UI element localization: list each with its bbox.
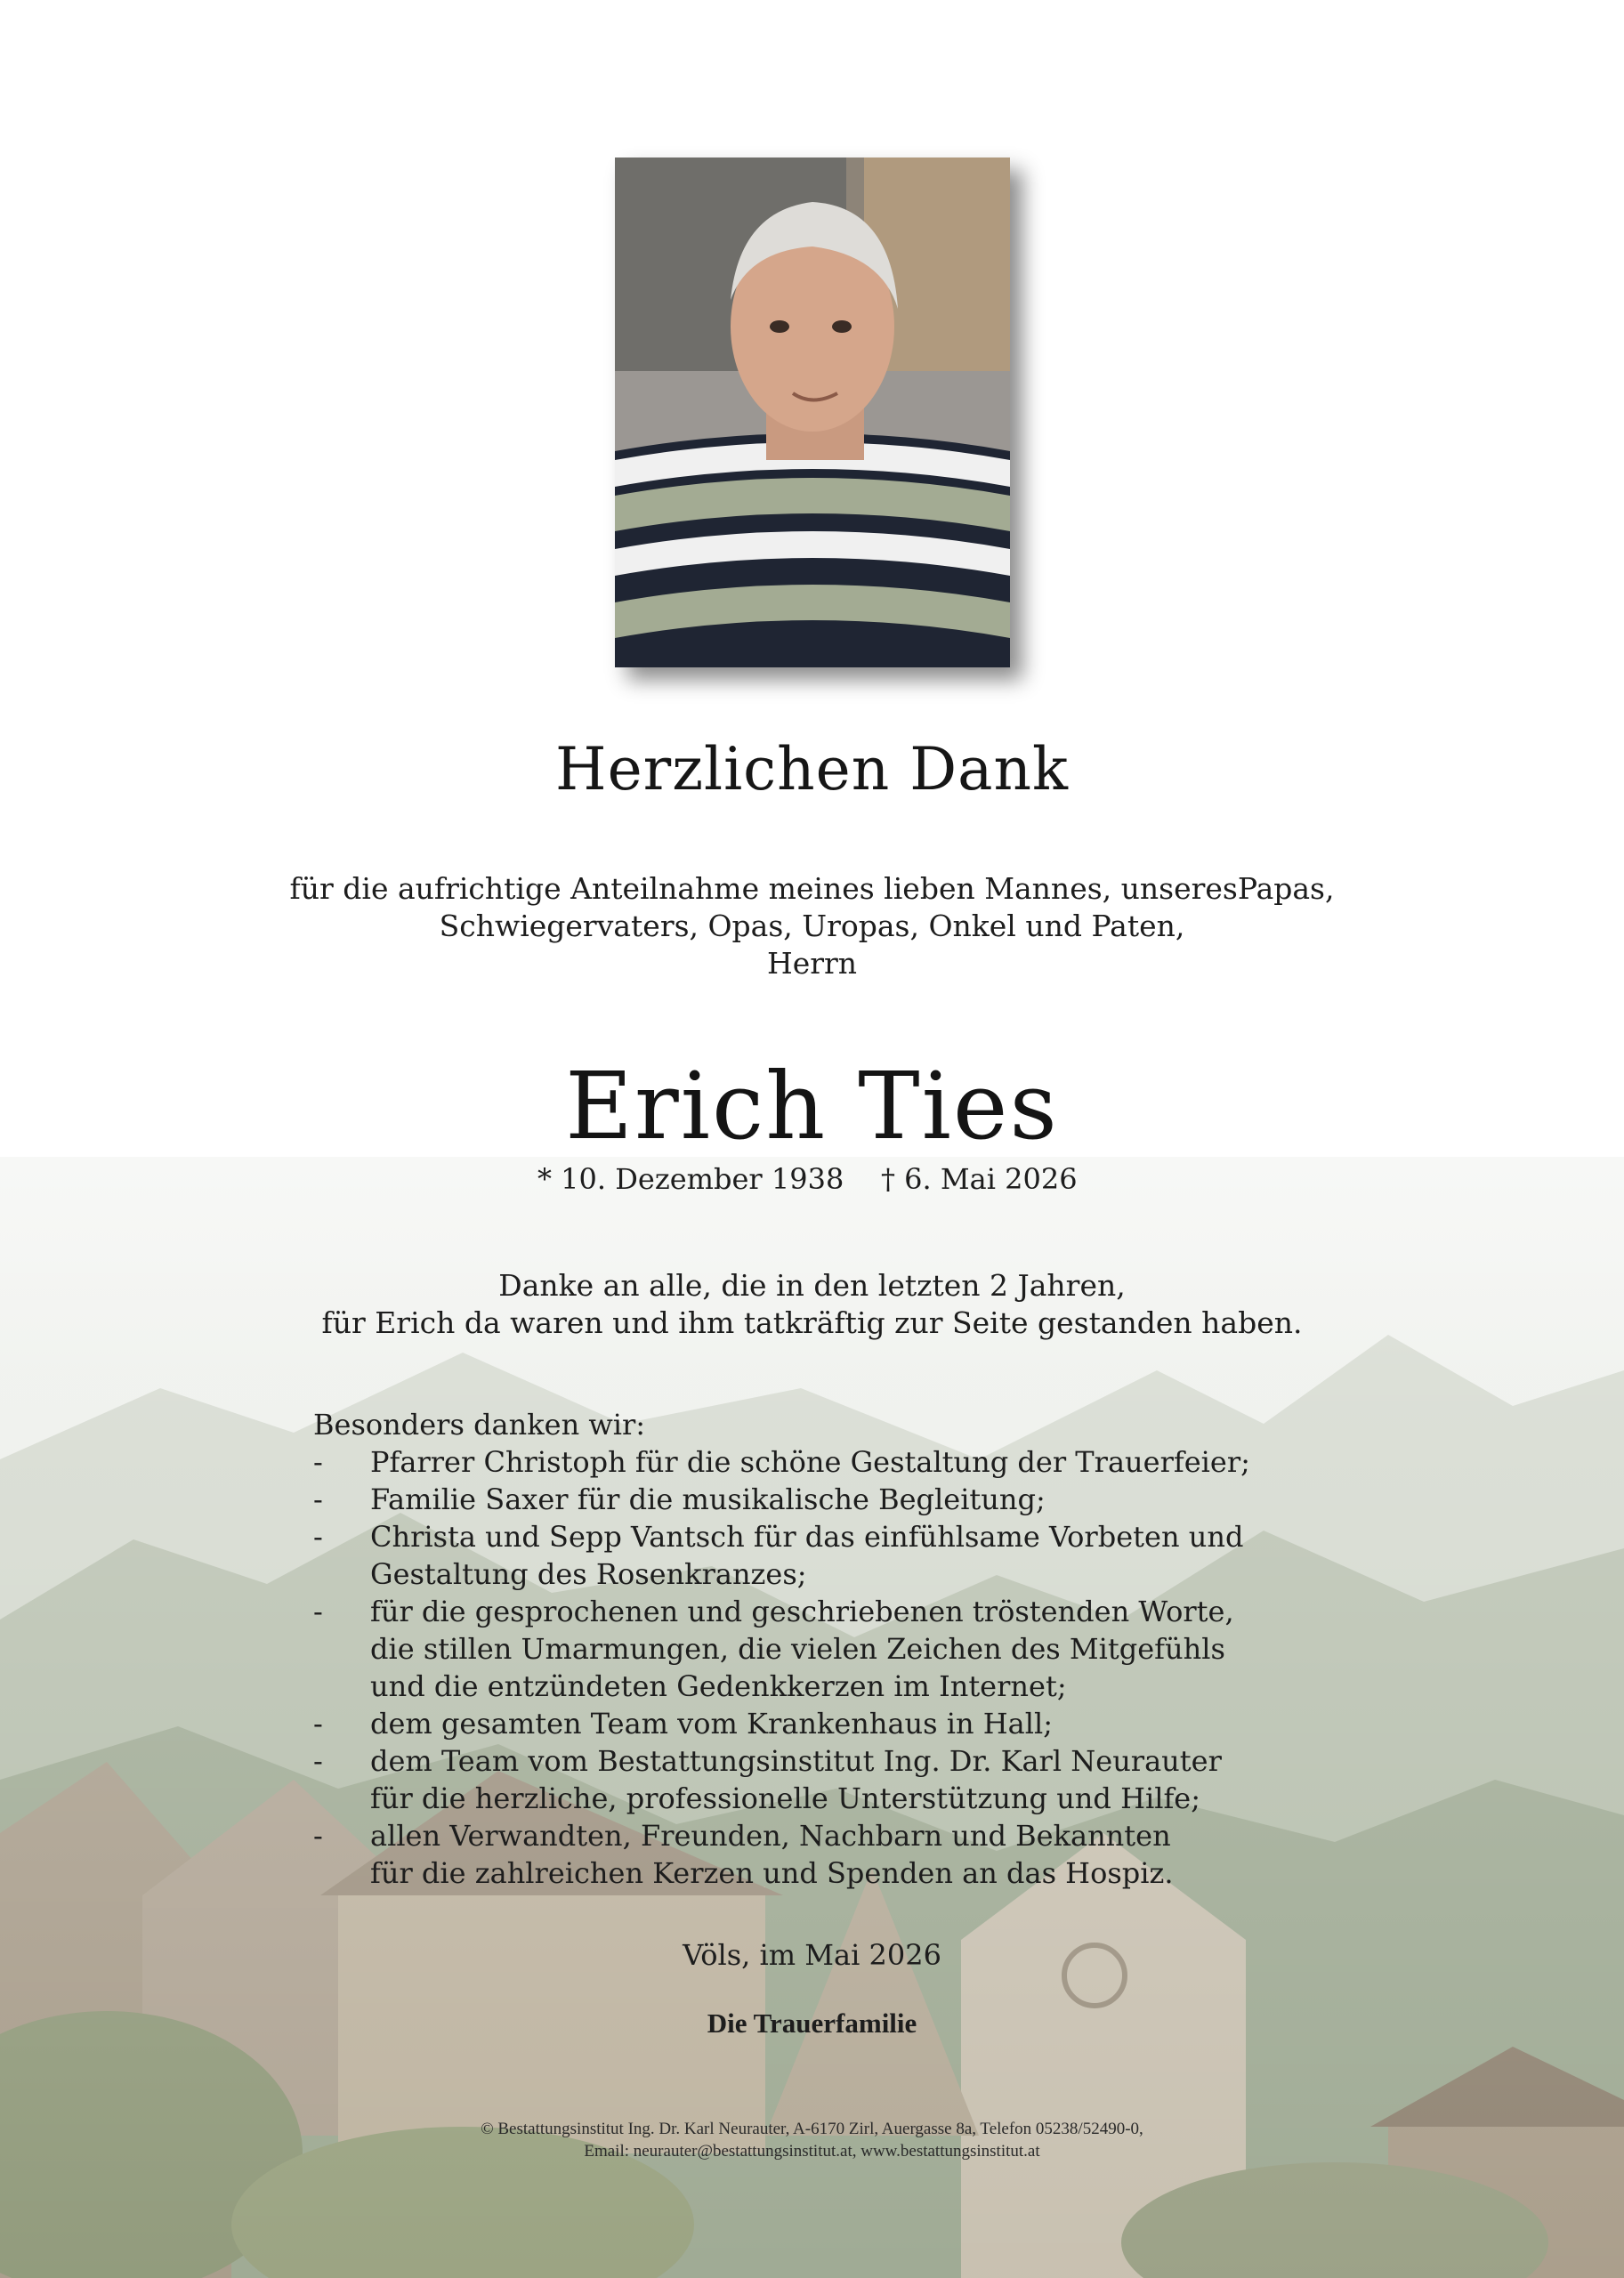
list-item-line: Pfarrer Christoph für die schöne Gestaltung der Trauerfeier; bbox=[370, 1445, 1250, 1479]
death-date-value: 6. Mai 2026 bbox=[904, 1162, 1078, 1196]
list-item-line: die stillen Umarmungen, die vielen Zeichen des Mitgefühls bbox=[370, 1632, 1225, 1666]
death-date bbox=[881, 1162, 1078, 1196]
thanks-line: für Erich da waren und ihm tatkräftig zur Seite gestanden haben. bbox=[321, 1305, 1303, 1340]
intro-line: Schwiegervaters, Opas, Uropas, Onkel und Paten, bbox=[439, 909, 1185, 943]
list-item bbox=[313, 1705, 1310, 1742]
list-item-line: für die gesprochenen und geschriebenen tröstenden Worte, bbox=[370, 1595, 1234, 1628]
list-dash: - bbox=[313, 1707, 323, 1741]
list-item bbox=[313, 1817, 1310, 1892]
list-item bbox=[313, 1481, 1310, 1518]
thanks-text bbox=[0, 1267, 1624, 1342]
place-date: Völs, im Mai 2026 bbox=[683, 1938, 941, 1972]
portrait-image bbox=[615, 158, 1010, 667]
thanks-list-intro: Besonders danken wir: bbox=[313, 1408, 646, 1442]
birth-symbol: * bbox=[537, 1162, 552, 1196]
list-item-line: Gestaltung des Rosenkranzes; bbox=[370, 1557, 807, 1591]
birth-date-value: 10. Dezember 1938 bbox=[561, 1162, 844, 1196]
thanks-list bbox=[313, 1406, 1310, 1892]
list-item bbox=[313, 1593, 1310, 1705]
footer-line: Email: neurauter@bestattungsinstitut.at, www.bestattungsinstitut.at bbox=[584, 2142, 1040, 2161]
footer bbox=[0, 2118, 1624, 2162]
intro-text bbox=[0, 870, 1624, 982]
intro-line: für die aufrichtige Anteilnahme meines lieben Mannes, unseresPapas, bbox=[289, 871, 1335, 906]
list-item-line: dem gesamten Team vom Krankenhaus in Hall; bbox=[370, 1707, 1053, 1741]
list-item-line: dem Team vom Bestattungsinstitut Ing. Dr. Karl Neurauter bbox=[370, 1744, 1222, 1778]
list-dash: - bbox=[313, 1445, 323, 1479]
list-item bbox=[313, 1443, 1310, 1481]
list-item-line: allen Verwandten, Freunden, Nachbarn und Bekannten bbox=[370, 1819, 1171, 1853]
list-item-line: für die herzliche, professionelle Unterstützung und Hilfe; bbox=[370, 1781, 1200, 1815]
list-item-line: Christa und Sepp Vantsch für das einfühlsame Vorbeten und bbox=[370, 1520, 1244, 1554]
list-dash: - bbox=[313, 1744, 323, 1778]
birth-date bbox=[537, 1162, 844, 1196]
cross-symbol: † bbox=[881, 1162, 895, 1196]
footer-line: © Bestattungsinstitut Ing. Dr. Karl Neurauter, A-6170 Zirl, Auergasse 8a, Telefon 05238/52490-0, bbox=[481, 2120, 1143, 2138]
list-item-line: für die zahlreichen Kerzen und Spenden an das Hospiz. bbox=[370, 1856, 1174, 1890]
list-dash: - bbox=[313, 1482, 323, 1516]
portrait-photo bbox=[615, 158, 1010, 667]
list-item bbox=[313, 1518, 1310, 1593]
signature: Die Trauerfamilie bbox=[707, 2007, 917, 2039]
intro-line: Herrn bbox=[766, 946, 858, 981]
list-dash: - bbox=[313, 1520, 323, 1554]
deceased-name: Erich Ties bbox=[565, 1052, 1059, 1160]
list-item-line: Familie Saxer für die musikalische Begleitung; bbox=[370, 1482, 1046, 1516]
list-item bbox=[313, 1742, 1310, 1817]
list-dash: - bbox=[313, 1595, 323, 1628]
thanks-line: Danke an alle, die in den letzten 2 Jahren, bbox=[498, 1268, 1126, 1303]
list-item-line: und die entzündeten Gedenkkerzen im Internet; bbox=[370, 1669, 1067, 1703]
heading-thanks: Herzlichen Dank bbox=[555, 735, 1069, 804]
list-dash: - bbox=[313, 1819, 323, 1853]
